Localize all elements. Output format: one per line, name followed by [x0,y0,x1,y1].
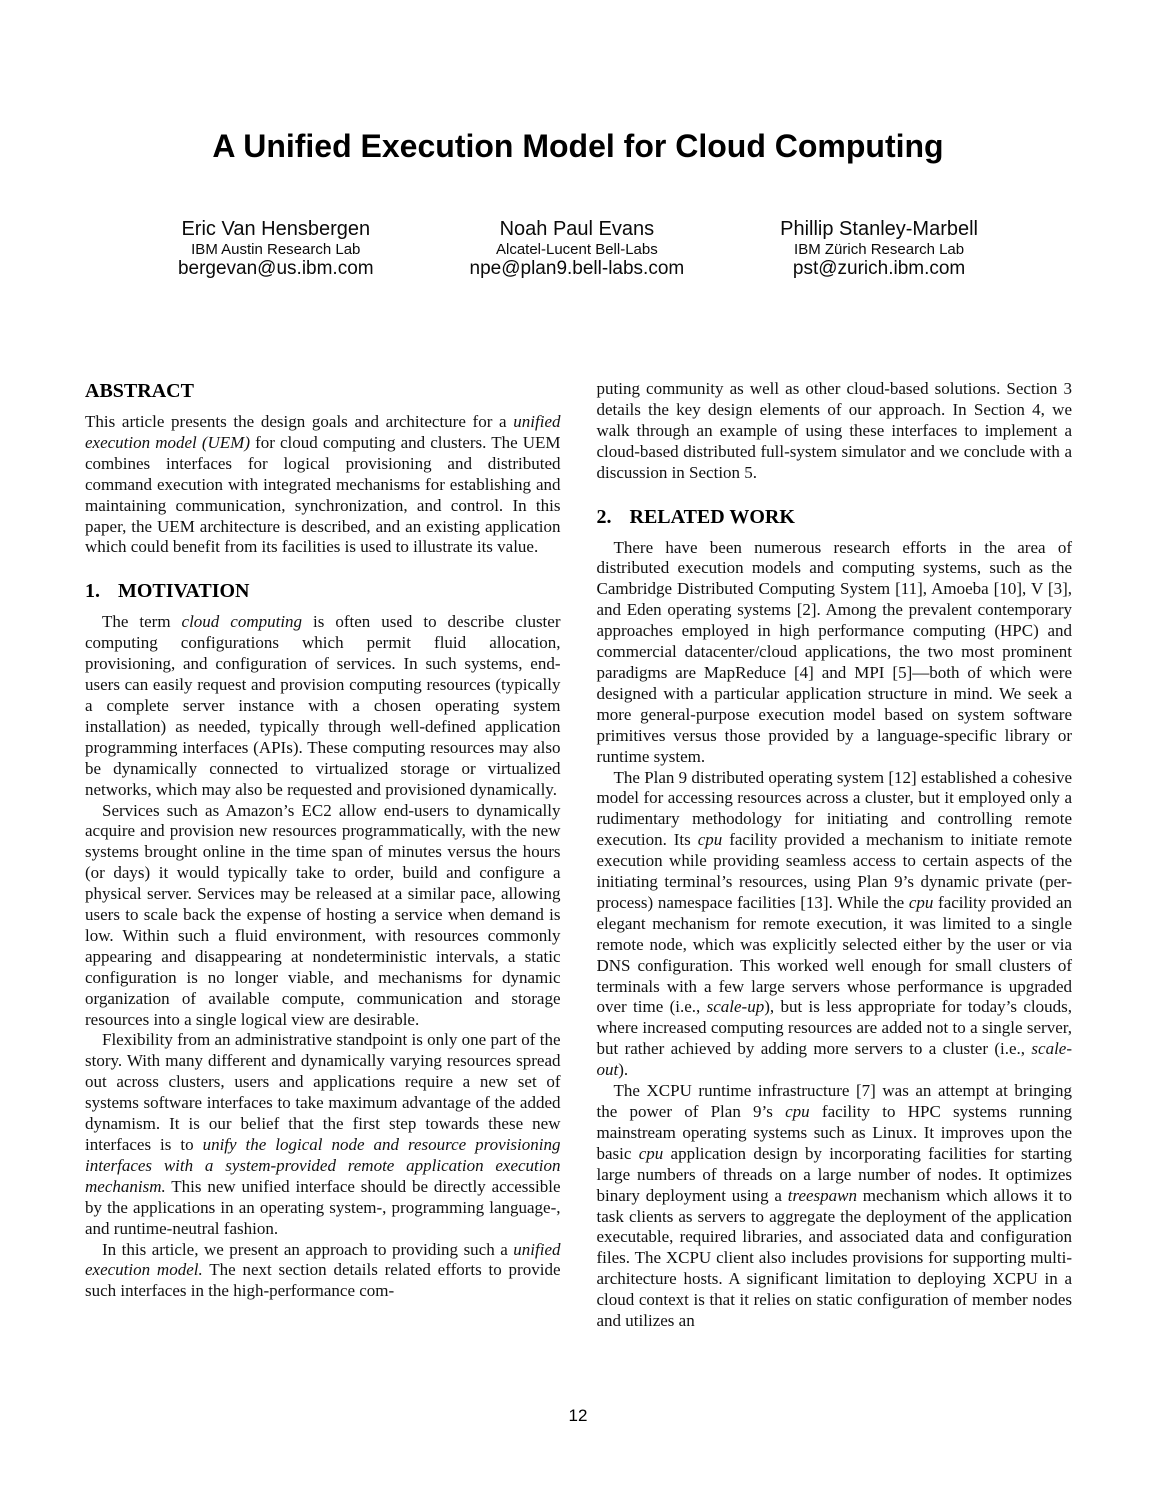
section-number: 2. [596,505,612,528]
body-columns [85,379,1072,1332]
paragraph: The Plan 9 distributed operating system [12] established a cohesive model for accessing resources across a cluster, but it employed only a rudimentary methodology for initiating and controlling remote execution. Its cpu facility provided a mechanism to initiate remote execution while providing seamless access to certain aspects of the initiating terminal’s resources, using Plan 9’s dynamic private (per-process) namespace facilities [13]. While the cpu facility provided an elegant mechanism for remote execution, it was limited to a single remote node, which was explicitly selected either by the user or via DNS configuration. This worked well enough for small clusters of terminals with a few large servers whose performance is upgraded over time (i.e., scale-up), but is less appropriate for today’s clouds, where increased computing resources are added not to a single server, but rather achieved by adding more servers to a cluster (i.e., scale-out). [596,767,1072,1080]
author-block [470,218,685,280]
author-name: Noah Paul Evans [499,218,655,240]
paragraph: puting community as well as other cloud-based solutions. Section 3 details the key design elements of our approach. In Section 4, we walk through an example of using these interfaces to implement a cloud-based distributed full-system simulator and we conclude with a discussion in Section 5. [596,379,1072,482]
section-number: 1. [85,580,100,603]
paragraph: In this article, we present an approach to providing such a unified execution model. The next section details related efforts to provide such interfaces in the high-performance com- [85,1239,561,1301]
section-heading [85,579,561,603]
left-column [85,379,561,1332]
paragraph: Flexibility from an administrative standpoint is only one part of the story. With many different and dynamically varying resources spread out across clusters, users and applications require a new set of systems software interfaces to take maximum advantage of the added dynamism. It is our belief that the first step towards these new interfaces is to unify the logical node and resource provisioning interfaces with a system-provided remote application execution mechanism. This new unified interface should be directly accessible by the applications in an operating system-, programming language-, and runtime-neutral fashion. [85,1030,561,1238]
author-email: pst@zurich.ibm.com [792,258,966,279]
author-affiliation: Alcatel-Lucent Bell-Labs [495,241,658,258]
section-title: ABSTRACT [85,380,194,402]
paper-title: A Unified Execution Model for Cloud Computing [212,128,944,164]
author-email: bergevan@us.ibm.com [177,258,374,279]
section-title: RELATED WORK [629,505,795,528]
author-block [178,218,374,280]
right-column [597,379,1073,1332]
author-block [780,218,978,280]
paragraph: This article presents the design goals and architecture for a unified execution model (UEM) for cloud computing and clusters. The UEM combines interfaces for logical provisioning and distributed command execution with integrated mechanisms for establishing and maintaining communication, synchronization, and control. In this paper, the UEM architecture is described, and an existing application which could benefit from its facilities is used to illustrate its value. [85,412,561,557]
author-affiliation: IBM Austin Research Lab [191,241,361,258]
page-footer [0,1406,1156,1426]
page-number: 12 [568,1406,588,1425]
author-affiliation: IBM Zürich Research Lab [794,241,965,258]
authors-row [0,218,1156,280]
paragraph: The XCPU runtime infrastructure [7] was an attempt at bringing the power of Plan 9’s cpu facility to HPC systems running mainstream operating systems such as Linux. It improves upon the basic cpu application design by incorporating facilities for starting large numbers of threads on a large number of nodes. It optimizes binary deployment using a treespawn mechanism which allows it to task clients as servers to aggregate the deployment of the application executable, required libraries, and associated data and configuration files. The XCPU client also includes provisions for supporting multi-architecture hosts. A significant limitation to deploying XCPU in a cloud context is that it relies on static configuration of member nodes and utilizes an [596,1081,1072,1331]
section-heading [85,379,561,403]
section-heading [597,505,1073,529]
author-name: Eric Van Hensbergen [181,218,371,240]
author-name: Phillip Stanley-Marbell [780,218,979,240]
paragraph: The term cloud computing is often used to describe cluster computing configurations which permit fluid allocation, provisioning, and configuration of services. In such systems, end-users can easily request and provision computing resources (typically a complete server instance with a chosen operating system installation) as needed, typically through well-defined application programming interfaces (APIs). These computing resources may also be dynamically connected to virtualized storage or virtualized networks, which may also be requested and provisioned dynamically. [85,612,561,799]
author-email: npe@plan9.bell-labs.com [469,258,685,279]
paragraph: Services such as Amazon’s EC2 allow end-users to dynamically acquire and provision new resources programmatically, with the new systems brought online in the time span of minutes versus the hours (or days) it would typically take to order, build and configure a physical server. Services may be released at a similar pace, allowing users to scale back the expense of hosting a service when demand is low. Within such a fluid environment, with resources commonly appearing and disappearing at nondeterministic intervals, a static configuration is no longer viable, and mechanisms for dynamic organization of available compute, communication and storage resources into a single logical view are desirable. [85,800,561,1029]
paragraph: There have been numerous research efforts in the area of distributed execution models and computing systems, such as the Cambridge Distributed Computing System [11], Amoeba [10], V [3], and Eden operating systems [2]. Among the prevalent contemporary approaches employed in high performance computing (HPC) and commercial datacenter/cloud applications, the two most prominent paradigms are MapReduce [4] and MPI [5]—both of which were designed with a particular application structure in mind. We seek a more general-purpose execution model based on system software primitives versus those provided by a language-specific library or runtime system. [596,537,1072,766]
section-title: MOTIVATION [118,580,250,603]
